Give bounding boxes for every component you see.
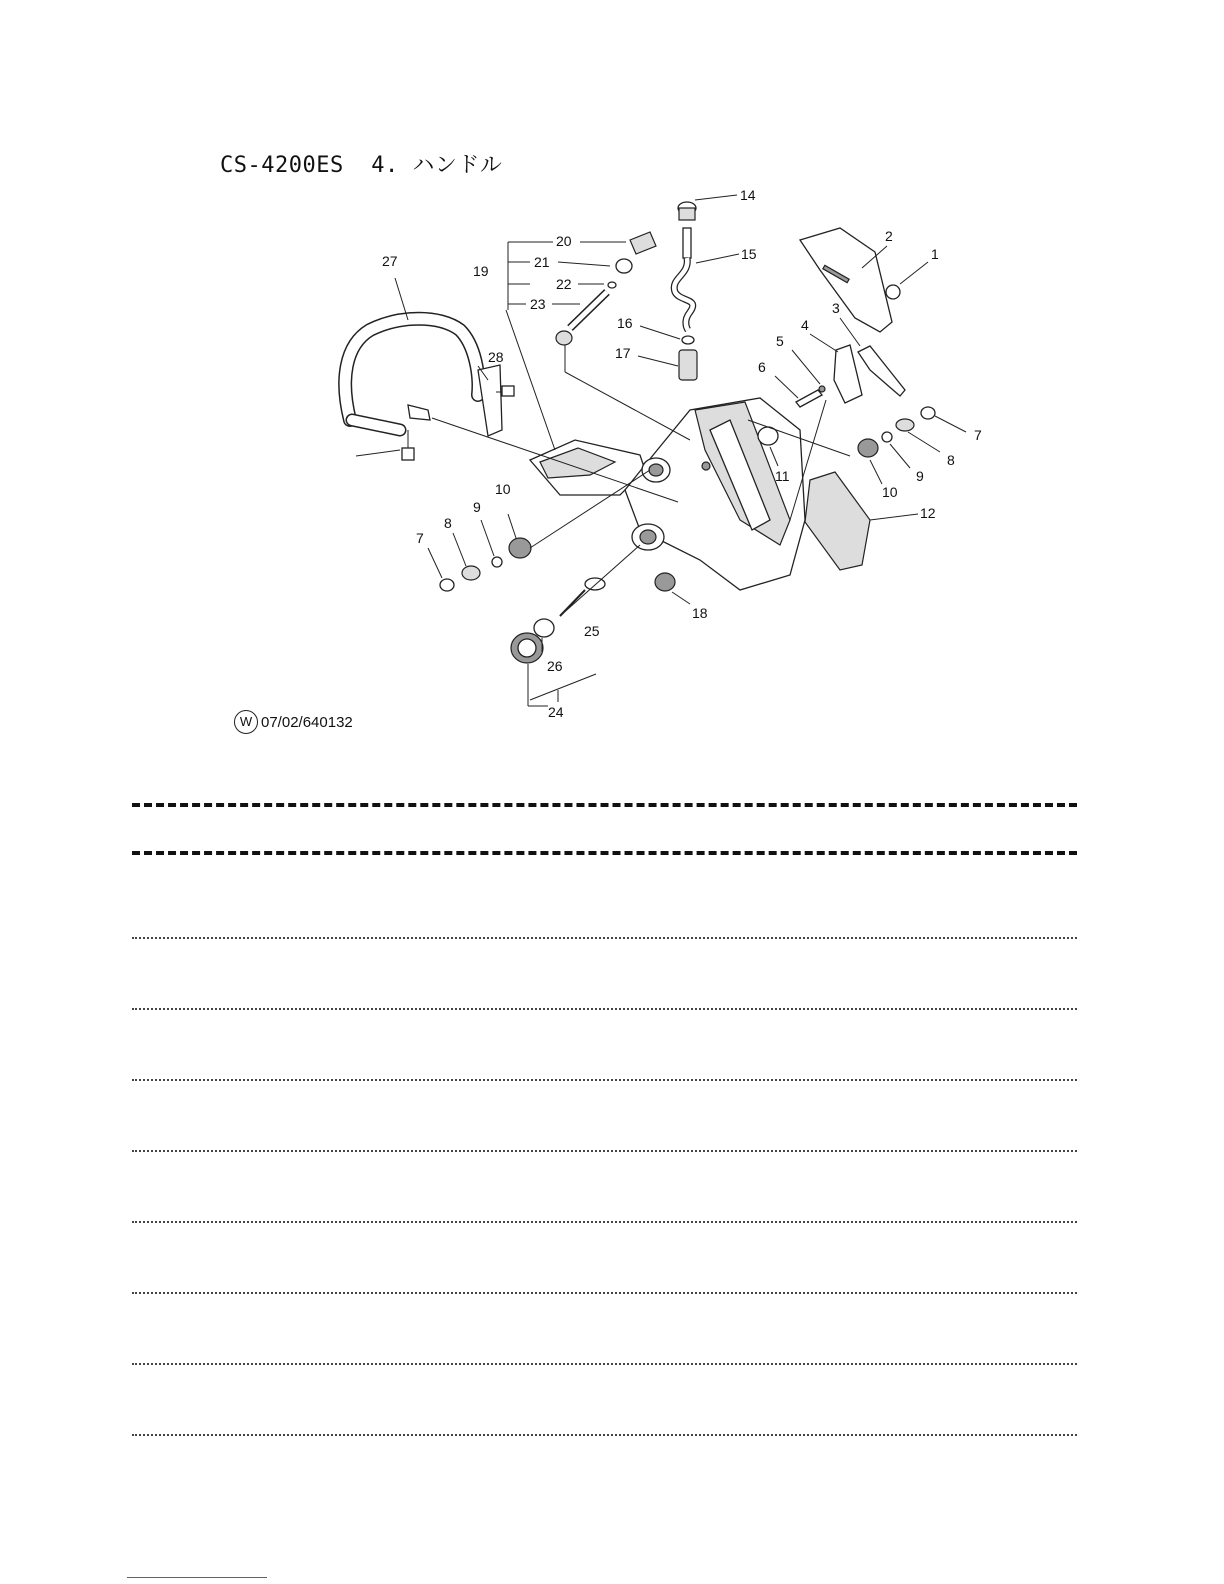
dotted-rule	[132, 1434, 1077, 1436]
dotted-rule	[132, 1363, 1077, 1365]
dashed-rule	[132, 803, 1077, 807]
callout-23: 24	[548, 704, 564, 720]
callout-8-left: 8	[444, 515, 452, 531]
drawing-code-block	[234, 710, 353, 734]
throttle-trigger-group	[796, 228, 905, 407]
callout-4: 4	[801, 317, 809, 333]
callout-12: 12	[920, 505, 936, 521]
left-mount-parts	[440, 538, 531, 591]
callout-17: 18	[692, 605, 708, 621]
dotted-rule	[132, 1079, 1077, 1081]
drawing-code: 07/02/640132	[261, 713, 353, 731]
dotted-rule	[132, 937, 1077, 939]
dotted-rule	[132, 1221, 1077, 1223]
exploded-parts-diagram	[0, 0, 1224, 760]
fuel-pickup-assembly	[674, 202, 697, 380]
callout-10-left: 10	[495, 481, 511, 497]
callout-15: 16	[617, 315, 633, 331]
footer-link-underline[interactable]	[127, 1577, 267, 1578]
dotted-rule	[132, 1150, 1077, 1152]
w-mark-icon: W	[234, 710, 258, 734]
callout-5: 5	[776, 333, 784, 349]
callout-3: 3	[832, 300, 840, 316]
callout-18: 19	[473, 263, 489, 279]
page-title: CS-4200ES 4. ハンドル	[220, 153, 503, 178]
handle-housing	[530, 398, 805, 590]
callout-24: 25	[584, 623, 600, 639]
callout-7-right: 7	[974, 427, 982, 443]
callout-9-left: 9	[473, 499, 481, 515]
callout-2: 2	[885, 228, 893, 244]
callout-26: 27	[382, 253, 398, 269]
callout-10-right: 10	[882, 484, 898, 500]
right-mount-parts	[858, 407, 935, 457]
callout-14: 15	[741, 246, 757, 262]
grip-12	[805, 472, 870, 570]
plug-17	[655, 573, 675, 591]
dotted-rule	[132, 1292, 1077, 1294]
callout-22: 23	[530, 296, 546, 312]
callout-16: 17	[615, 345, 631, 361]
handle-bracket	[408, 405, 430, 420]
callout-19: 20	[556, 233, 572, 249]
callout-21: 22	[556, 276, 572, 292]
callout-1: 1	[931, 246, 939, 262]
callout-13: 14	[740, 187, 756, 203]
callout-27: 28	[488, 349, 504, 365]
callout-7-left: 7	[416, 530, 424, 546]
callout-11: 11	[775, 468, 790, 484]
callout-9-right: 9	[916, 468, 924, 484]
callout-8-right: 8	[947, 452, 955, 468]
callout-20: 21	[534, 254, 550, 270]
callout-6: 6	[758, 359, 766, 375]
dotted-rule	[132, 1008, 1077, 1010]
callout-25: 26	[547, 658, 563, 674]
dashed-rule	[132, 851, 1077, 855]
o-ring-25	[534, 619, 554, 637]
knob-23	[511, 633, 543, 663]
